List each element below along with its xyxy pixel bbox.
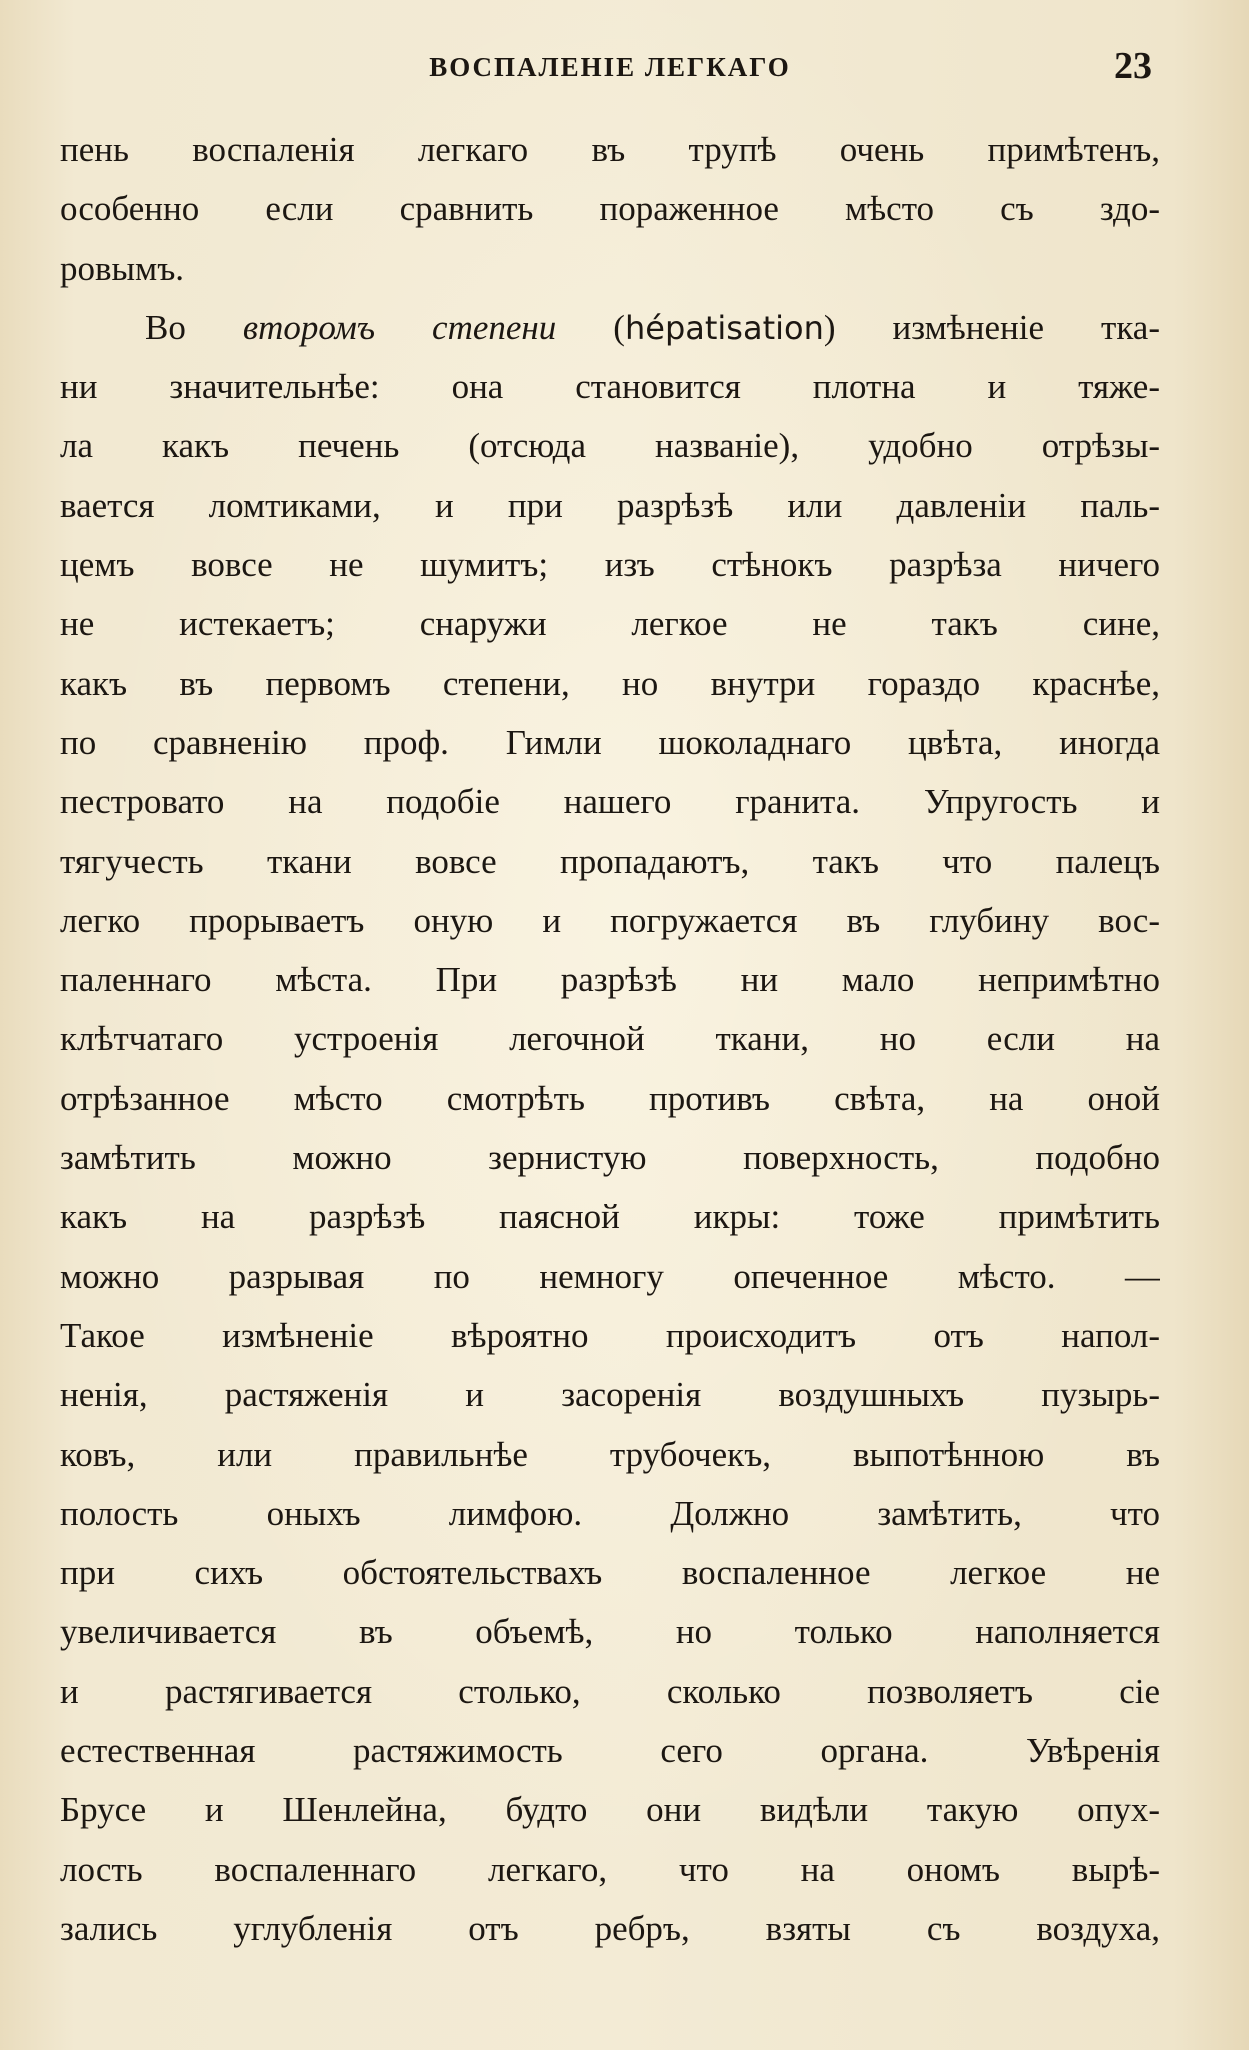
page-number: 23 — [1114, 45, 1152, 87]
text-line: паленнаго мѣста. При разрѣзѣ ни мало непримѣтно — [60, 960, 1160, 1000]
body-text — [60, 120, 1160, 1958]
text-line: Брусе и Шенлейна, будто они видѣли такую опух- — [60, 1790, 1160, 1830]
text-line: лость воспаленнаго легкаго, что на ономъ вырѣ- — [60, 1849, 1160, 1889]
running-head: ВОСПАЛЕНІЕ ЛЕГКАГО — [429, 52, 791, 82]
text-line: пестровато на подобіе нашего гранита. Упругость и — [60, 782, 1160, 822]
text-line: замѣтить можно зернистую поверхность, подобно — [60, 1138, 1160, 1178]
text-line: естественная растяжимость сего органа. Увѣренія — [60, 1731, 1160, 1771]
text-line: ла какъ печень (отсюда названіе), удобно отрѣзы- — [60, 426, 1160, 466]
text-line: вается ломтиками, и при разрѣзѣ или давленіи паль- — [60, 485, 1160, 525]
text-line: какъ на разрѣзѣ паясной икры: тоже примѣтить — [60, 1197, 1160, 1237]
text-line: полость оныхъ лимфою. Должно замѣтить, что — [60, 1493, 1160, 1533]
text-line: особенно если сравнить пораженное мѣсто съ здо- — [60, 189, 1160, 229]
text-line: по сравненію проф. Гимли шоколаднаго цвѣта, иногда — [60, 722, 1160, 762]
text-line: увеличивается въ объемѣ, но только наполняется — [60, 1612, 1160, 1652]
text-line: можно разрывая по немногу опеченное мѣсто. — — [60, 1256, 1160, 1296]
text-line: ни значительнѣе: она становится плотна и тяже- — [60, 367, 1160, 407]
text-line: не истекаетъ; снаружи легкое не такъ сине, — [60, 604, 1160, 644]
text-line: при сихъ обстоятельствахъ воспаленное легкое не — [60, 1553, 1160, 1593]
text-line: пень воспаленія легкаго въ трупѣ очень примѣтенъ, — [60, 130, 1160, 169]
text-fragment: ) измѣненіе тка- — [823, 307, 1160, 347]
italic-term: второмъ степени — [242, 307, 557, 347]
text-line: зались углубленія отъ ребръ, взяты съ воздуха, — [60, 1908, 1160, 1948]
text-fragment: ( — [556, 307, 625, 347]
text-line: отрѣзанное мѣсто смотрѣть противъ свѣта, на оной — [60, 1078, 1160, 1118]
text-line: клѣтчатаго устроенія легочной ткани, но если на — [60, 1019, 1160, 1059]
text-line: ровымъ. — [60, 248, 185, 288]
text-line: легко прорываетъ оную и погружается въ глубину вос- — [60, 900, 1160, 940]
text-line: цемъ вовсе не шумитъ; изъ стѣнокъ разрѣза ничего — [60, 545, 1160, 585]
text-line: ковъ, или правильнѣе трубочекъ, выпотѣнною въ — [60, 1434, 1160, 1474]
text-line: какъ въ первомъ степени, но внутри гораздо краснѣе, — [60, 663, 1160, 703]
text-line: Такое измѣненіе вѣроятно происходитъ отъ напол- — [60, 1315, 1160, 1355]
text-fragment: Во — [145, 307, 243, 347]
text-line: ненія, растяженія и засоренія воздушныхъ пузырь- — [60, 1375, 1160, 1415]
french-term: hépatisation — [624, 308, 824, 347]
page-header — [60, 45, 1160, 88]
text-line: тягучесть ткани вовсе пропадаютъ, такъ что палецъ — [60, 841, 1160, 881]
text-line: и растягивается столько, сколько позволяетъ сіе — [60, 1671, 1160, 1711]
text-line — [60, 298, 1160, 357]
